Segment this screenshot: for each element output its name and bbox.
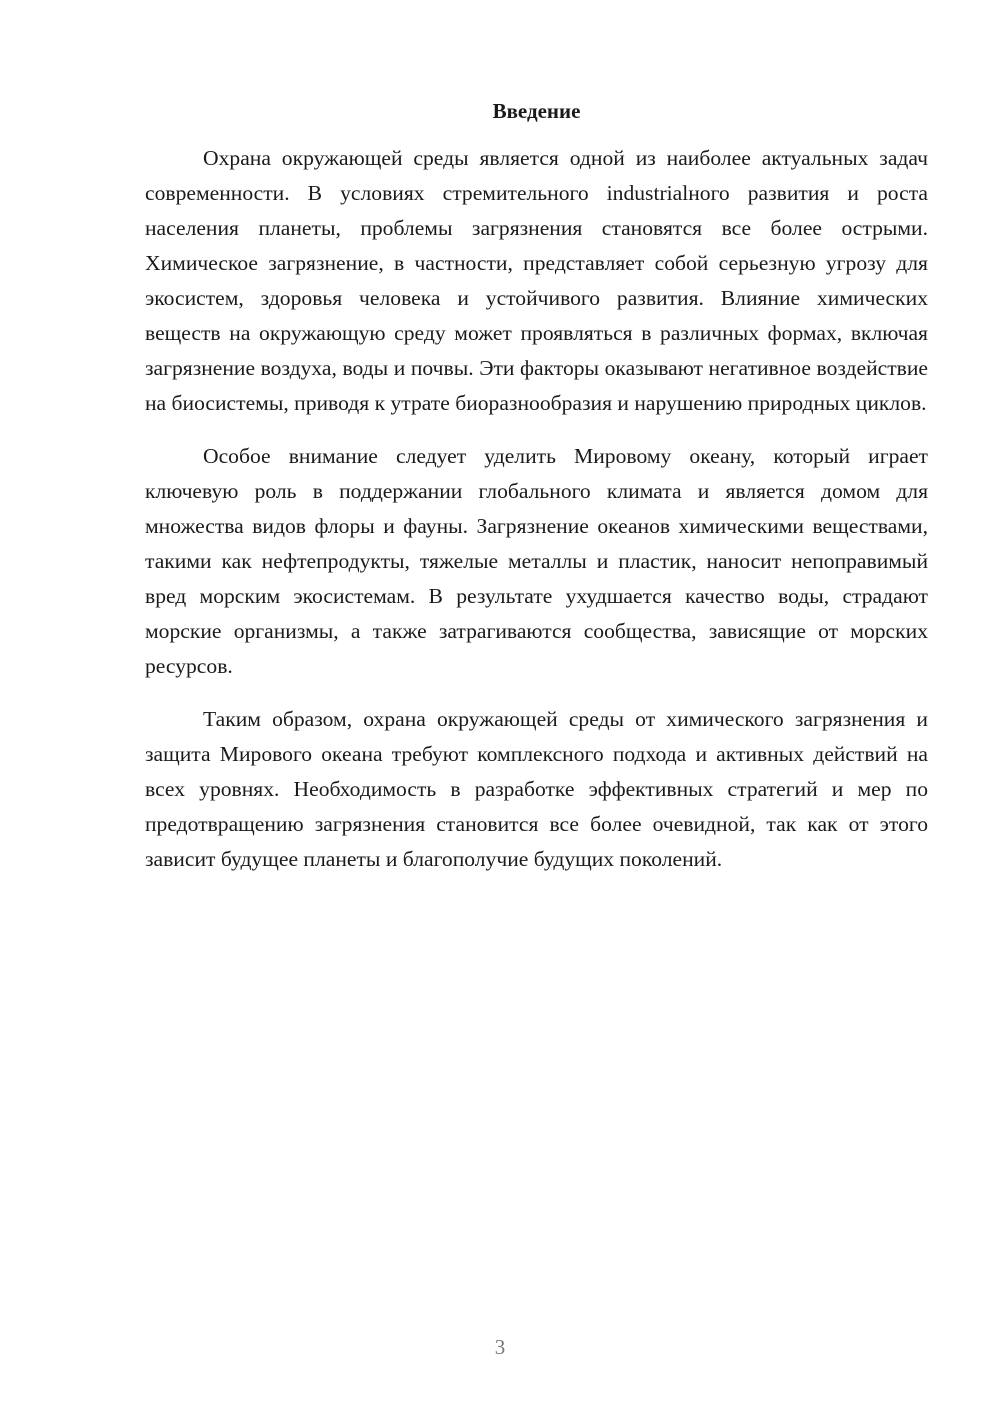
paragraph-conclusion: Таким образом, охрана окружающей среды от химического загрязнения и защита Мирового океана требуют комплексного подхода и активных действий на всех уровнях. Необходимость в разработке эффективных стратегий и мер по предотвращению загрязнения становится все более очевидной, так как от этого зависит будущее планеты и благополучие будущих поколений.: [145, 707, 928, 871]
page-content: [145, 95, 928, 895]
section-heading: Введение: [492, 99, 581, 123]
paragraph-ocean: Особое внимание следует уделить Мировому океану, который играет ключевую роль в поддержании глобального климата и является домом для множества видов флоры и фауны. Загрязнение океанов химическими веществами, такими как нефтепродукты, тяжелые металлы и пластик, наносит непоправимый вред морским экосистемам. В результате ухудшается качество воды, страдают морские организмы, а также затрагиваются сообщества, зависящие от морских ресурсов.: [145, 444, 928, 678]
paragraph-intro: Охрана окружающей среды является одной из наиболее актуальных задач современности. В условиях стремительного industrialного развития и роста населения планеты, проблемы загрязнения становятся все более острыми. Химическое загрязнение, в частности, представляет собой серьезную угрозу для экосистем, здоровья человека и устойчивого развития. Влияние химических веществ на окружающую среду может проявляться в различных формах, включая загрязнение воздуха, воды и почвы. Эти факторы оказывают негативное воздействие на биосистемы, приводя к утрате биоразнообразия и нарушению природных циклов.: [145, 146, 928, 415]
page-number: 3: [494, 1335, 506, 1359]
